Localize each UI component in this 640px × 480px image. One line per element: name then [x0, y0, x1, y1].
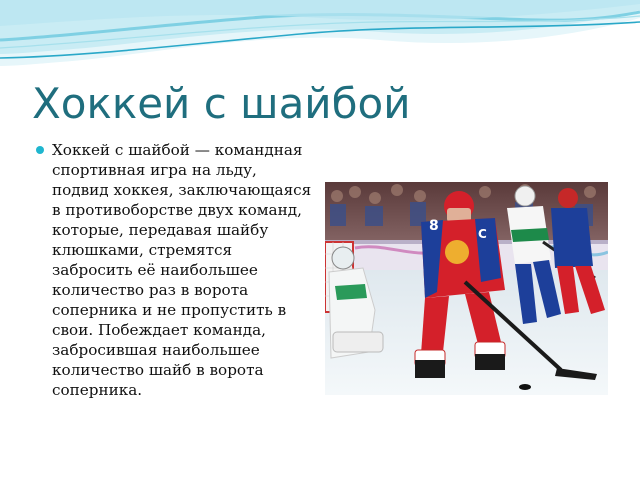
hockey-photo-illustration	[325, 182, 608, 395]
wave-header-decoration	[0, 0, 640, 80]
slide-title: Хоккей с шайбой	[32, 79, 411, 128]
jersey-number: 8	[429, 218, 439, 234]
captain-letter: C	[478, 227, 487, 241]
bullet-item	[36, 140, 316, 400]
puck-shape	[519, 384, 531, 390]
bullet-text: Хоккей с шайбой — командная спортивная игра на льду, подвид хоккея, заключающаяся в противоборстве двух команд, которые, передавая шайбу клюшками, стремятся забросить её наибольшее количество раз в ворота соперника и не пропустить в свои. Побеждает команда, забросившая наибольшее количество шайб в ворота соперника.	[52, 141, 312, 399]
body-list	[36, 140, 316, 400]
bullet-dot-icon	[36, 146, 44, 154]
hockey-players-photo	[325, 182, 608, 395]
